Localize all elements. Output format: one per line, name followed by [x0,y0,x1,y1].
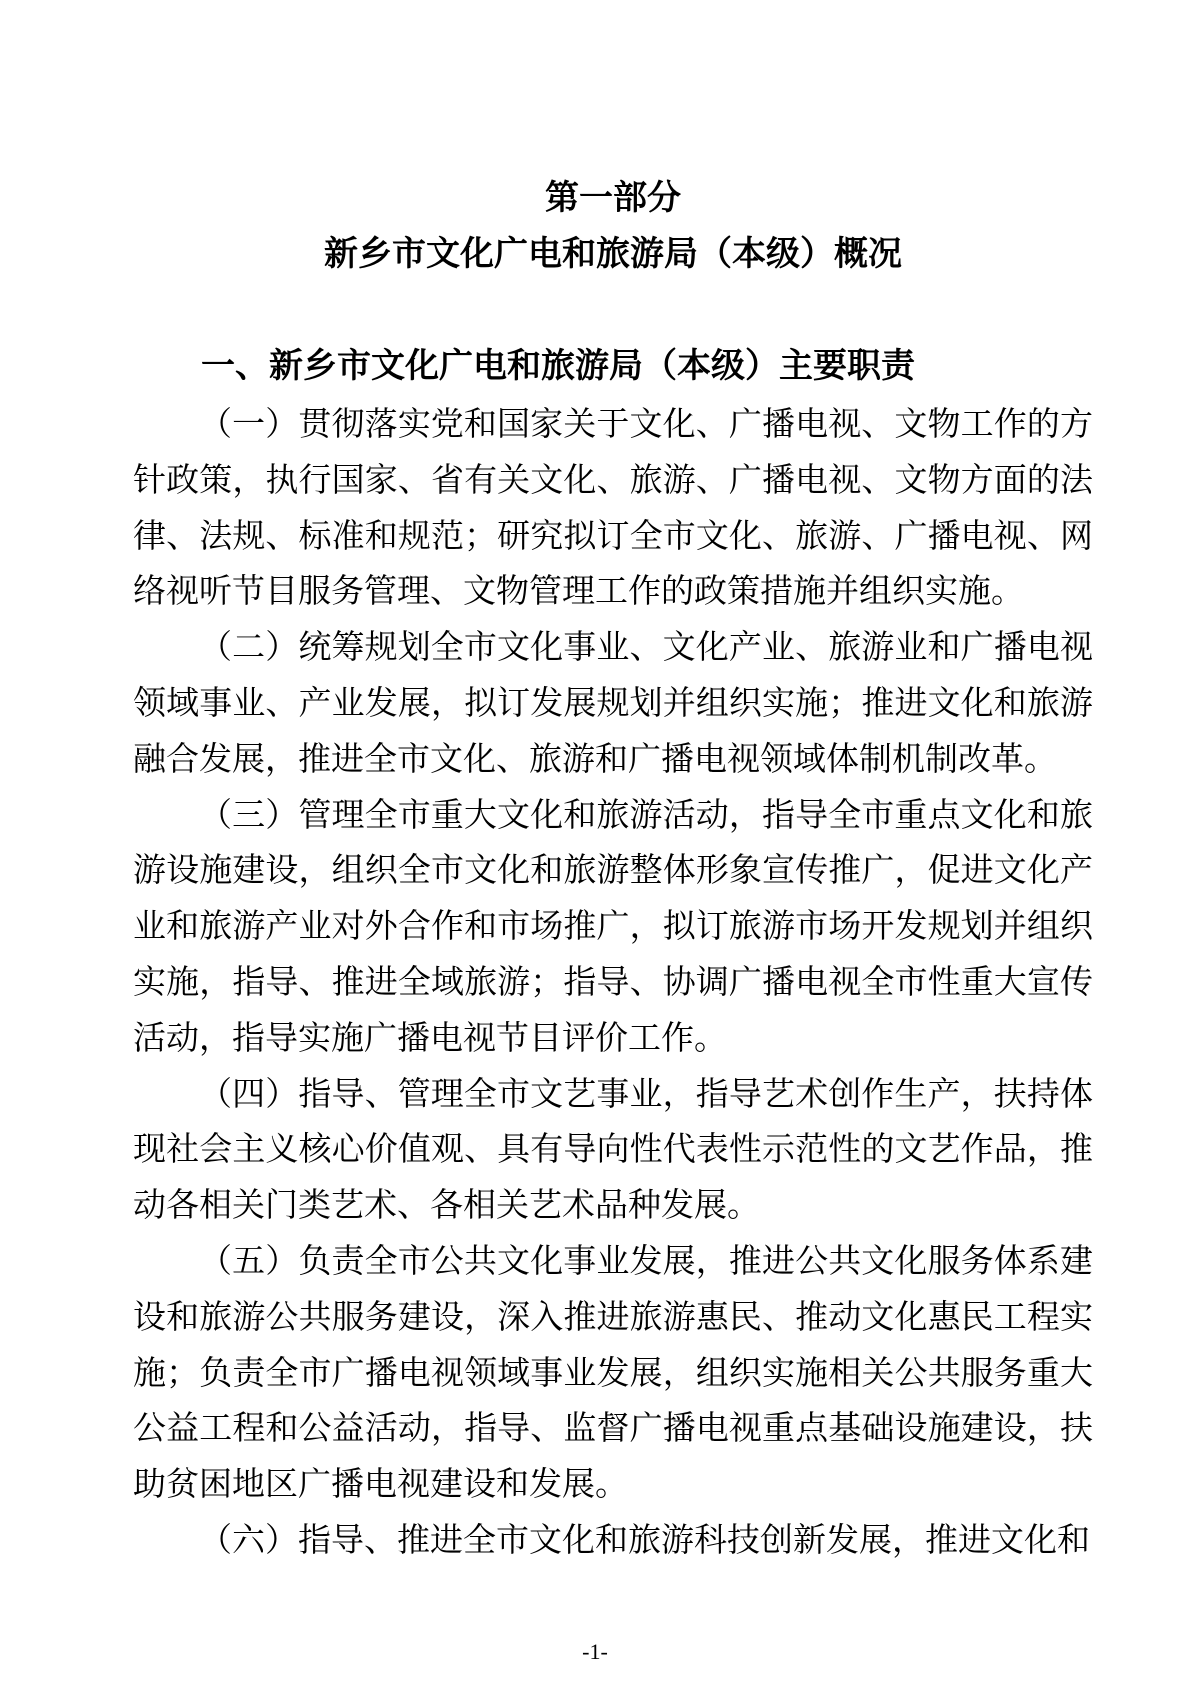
document-body [133,170,1093,1570]
paragraph-4: （四）指导、管理全市文艺事业，指导艺术创作生产，扶持体现社会主义核心价值观、具有导向性代表性示范性的文艺作品，推动各相关门类艺术、各相关艺术品种发展。 [133,1076,1093,1225]
paragraph-1: （一）贯彻落实党和国家关于文化、广播电视、文物工作的方针政策，执行国家、省有关文化、旅游、广播电视、文物方面的法律、法规、标准和规范；研究拟订全市文化、旅游、广播电视、网络视听节目服务管理、文物管理工作的政策措施并组织实施。 [133,407,1093,611]
part-title: 第一部分 [545,179,681,217]
paragraph-5: （五）负责全市公共文化事业发展，推进公共文化服务体系建设和旅游公共服务建设，深入推进旅游惠民、推动文化惠民工程实施；负责全市广播电视领域事业发展，组织实施相关公共服务重大公益工程和公益活动，指导、监督广播电视重点基础设施建设，扶助贫困地区广播电视建设和发展。 [133,1243,1093,1504]
paragraph-3: （三）管理全市重大文化和旅游活动，指导全市重点文化和旅游设施建设，组织全市文化和旅游整体形象宣传推广，促进文化产业和旅游产业对外合作和市场推广，拟订旅游市场开发规划并组织实施，指导、推进全域旅游；指导、协调广播电视全市性重大宣传活动，指导实施广播电视节目评价工作。 [133,797,1093,1057]
document-title: 新乡市文化广电和旅游局（本级）概况 [324,235,902,273]
paragraph-6: （六）指导、推进全市文化和旅游科技创新发展，推进文化和 [199,1522,1090,1559]
page-number: -1- [582,1639,608,1664]
paragraphs-container [133,398,1093,1570]
paragraph-2: （二）统筹规划全市文化事业、文化产业、旅游业和广播电视领域事业、产业发展，拟订发展规划并组织实施；推进文化和旅游融合发展，推进全市文化、旅游和广播电视领域体制机制改革。 [133,630,1093,778]
section-heading: 一、新乡市文化广电和旅游局（本级）主要职责 [201,347,915,385]
title-gap [133,282,1093,338]
